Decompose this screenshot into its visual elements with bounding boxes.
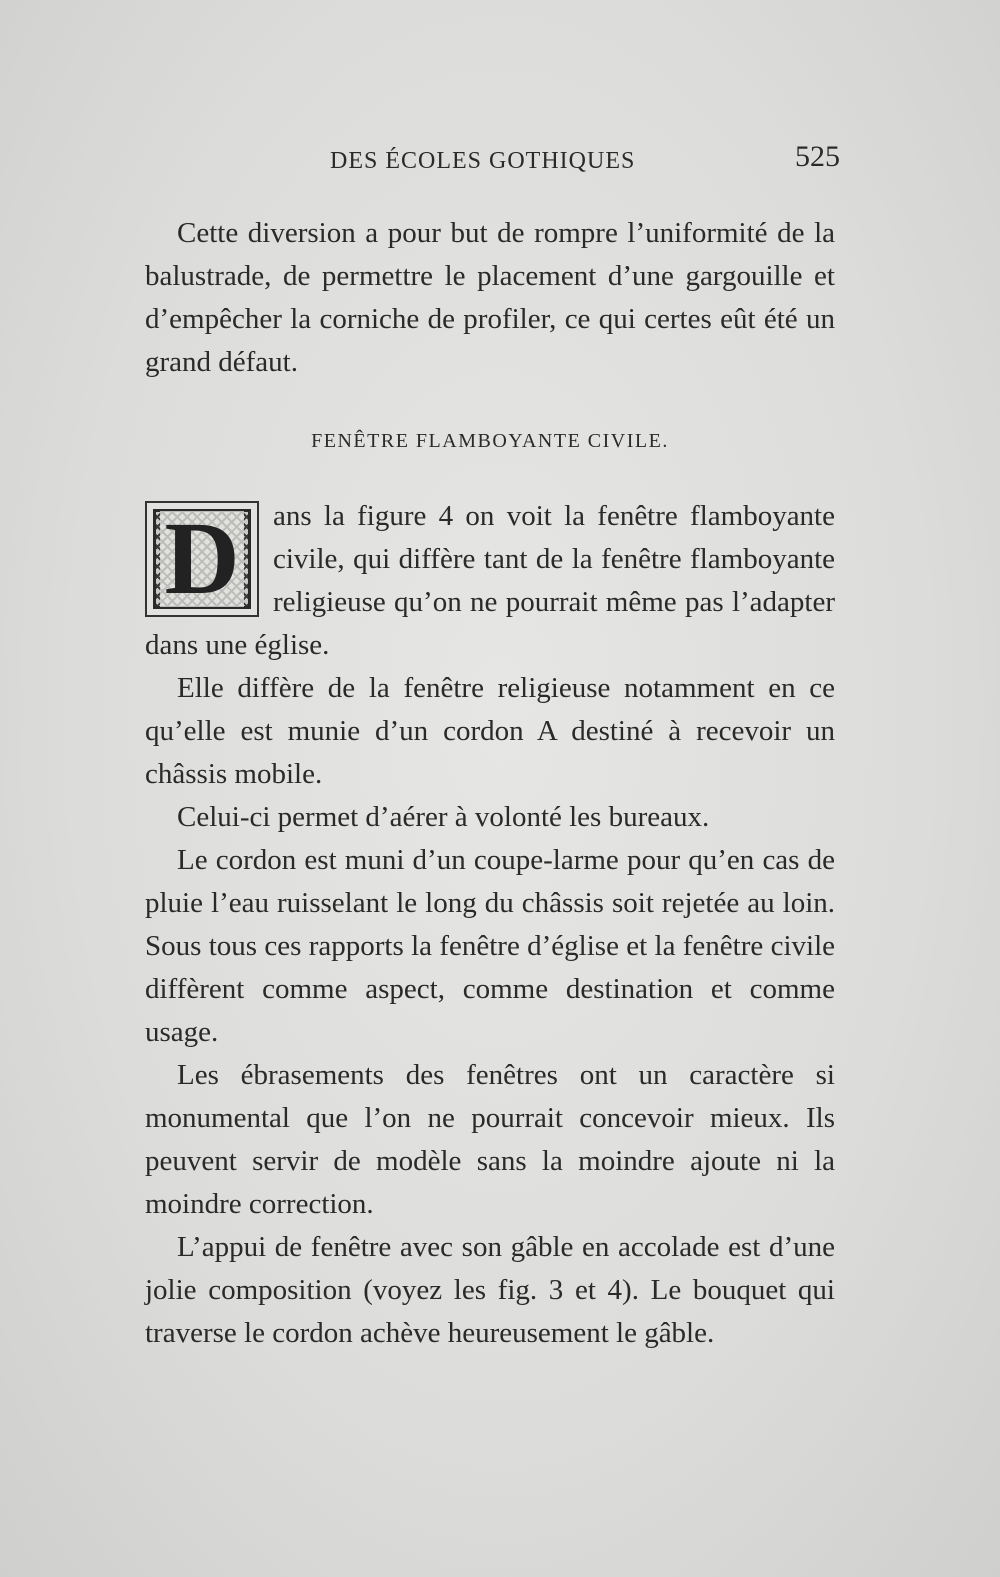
paragraph: Les ébrasements des fenêtres ont un caractère si monumental que l’on ne pourrait concevoir mieux. Ils peuvent servir de modèle sans la moindre ajoute ni la moindre correction. [145,1059,835,1220]
page-body [145,212,835,1355]
page-number: 525 [795,140,840,173]
paragraph: ans la figure 4 on voit la fenêtre flamboyante civile, qui diffère tant de la fenêtre flamboyante religieuse qu’on ne pourrait même pas l’adapter dans une église. [145,500,835,661]
page-header [145,140,840,180]
paragraph: Cette diversion a pour but de rompre l’uniformité de la balustrade, de permettre le placement d’une gargouille et d’empêcher la corniche de profiler, ce qui certes eût été un grand défaut. [145,217,835,378]
section-title: FENÊTRE FLAMBOYANTE CIVILE. [311,430,669,452]
dropcap-paragraph [145,495,835,667]
ornamental-initial [145,501,259,617]
paragraph: Le cordon est muni d’un coupe-larme pour qu’en cas de pluie l’eau ruisselant le long du châssis soit rejetée au loin. Sous tous ces rapports la fenêtre d’église et la fenêtre civile diffèrent comme aspect, comme destination et comme usage. [145,844,835,1048]
dropcap-letter: D [160,511,243,607]
running-title: DES ÉCOLES GOTHIQUES [330,148,636,174]
paragraph: L’appui de fenêtre avec son gâble en accolade est d’une jolie composition (voyez les fig. 3 et 4). Le bouquet qui traverse le cordon achève heureusement le gâble. [145,1231,835,1349]
paragraph: Celui-ci permet d’aérer à volonté les bureaux. [177,801,710,833]
paragraph: Elle diffère de la fenêtre religieuse notamment en ce qu’elle est munie d’un cordon A destiné à recevoir un châssis mobile. [145,672,835,790]
ornament-pattern [153,501,251,616]
